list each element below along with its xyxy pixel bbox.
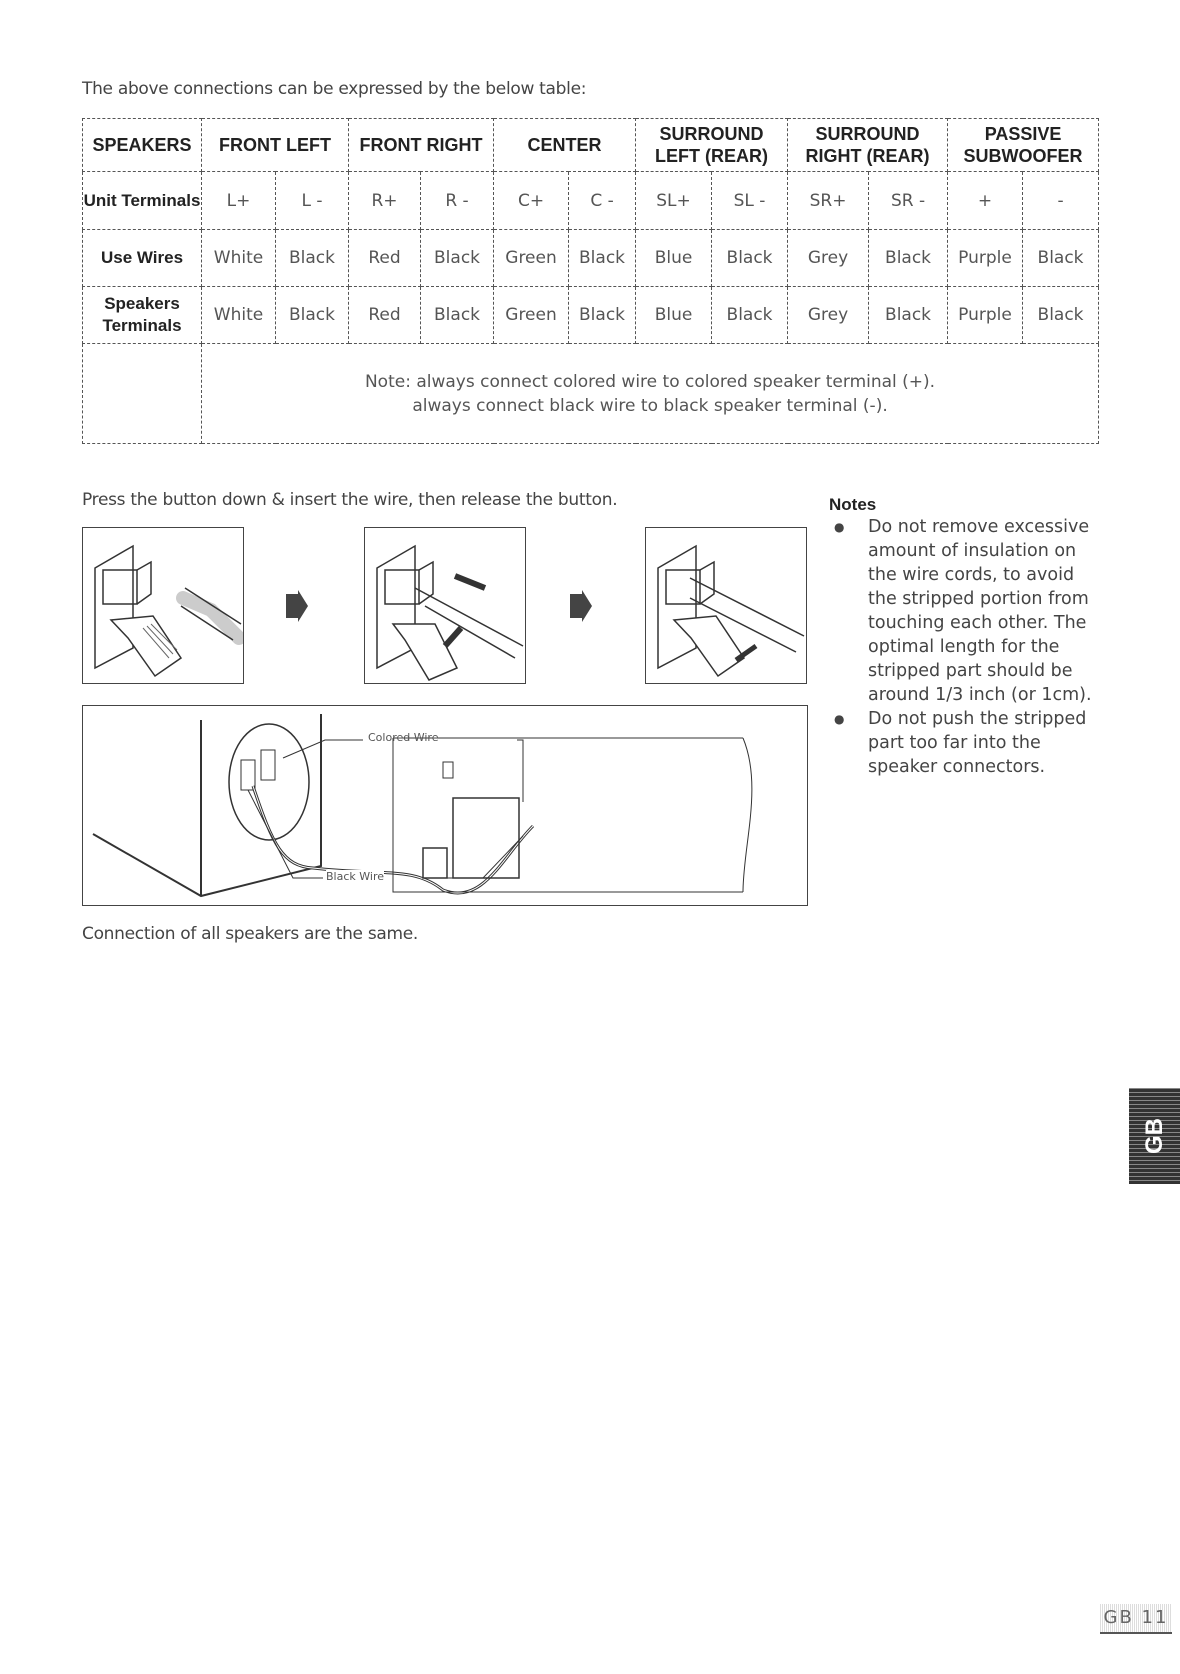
table-cell: Green	[494, 287, 569, 344]
table-row	[83, 230, 1099, 287]
arrow-right-icon	[286, 590, 308, 626]
header-surround-right: SURROUND RIGHT (REAR)	[788, 119, 948, 172]
table-cell: Grey	[788, 230, 869, 287]
table-cell: +	[948, 172, 1023, 230]
table-cell: White	[202, 287, 276, 344]
table-cell: Black	[276, 287, 349, 344]
speaker-unit-wiring-illustration	[83, 706, 807, 905]
terminal-icon	[83, 528, 243, 683]
wiring-diagram	[82, 705, 808, 906]
table-cell: Grey	[788, 287, 869, 344]
language-tab	[1129, 1088, 1180, 1184]
connection-note: Connection of all speakers are the same.	[82, 924, 419, 944]
table-row	[83, 172, 1099, 230]
header-speakers: SPEAKERS	[83, 119, 202, 172]
table-cell: SL -	[712, 172, 788, 230]
step-3-illustration	[645, 527, 807, 684]
arrow-right-icon	[570, 590, 592, 626]
table-cell: R+	[349, 172, 421, 230]
table-cell: SR+	[788, 172, 869, 230]
step-1-illustration	[82, 527, 244, 684]
instruction-text: Press the button down & insert the wire, then release the button.	[82, 490, 618, 510]
bullet-icon: ●	[834, 520, 845, 534]
table-cell: SR -	[869, 172, 948, 230]
table-cell: -	[1023, 172, 1099, 230]
bullet-icon: ●	[834, 712, 845, 726]
table-cell: Black	[1023, 230, 1099, 287]
table-cell: Purple	[948, 230, 1023, 287]
row-label: Unit Terminals	[83, 172, 202, 230]
table-cell: R -	[421, 172, 494, 230]
table-cell: SL+	[636, 172, 712, 230]
table-cell: Red	[349, 287, 421, 344]
table-cell: Black	[276, 230, 349, 287]
note-text: Do not push the stripped part too far into the speaker connectors.	[868, 709, 1087, 777]
header-front-left: FRONT LEFT	[202, 119, 349, 172]
black-wire-label: Black Wire	[326, 870, 384, 883]
language-tab-label: GB	[1140, 1118, 1168, 1154]
table-cell: L+	[202, 172, 276, 230]
table-cell: Black	[569, 287, 636, 344]
row-label: Use Wires	[83, 230, 202, 287]
header-center: CENTER	[494, 119, 636, 172]
notes-section	[829, 495, 1099, 779]
table-cell: Black	[712, 230, 788, 287]
intro-text: The above connections can be expressed by the below table:	[82, 79, 587, 99]
table-cell: Black	[1023, 287, 1099, 344]
table-row	[83, 287, 1099, 344]
header-surround-left: SURROUND LEFT (REAR)	[636, 119, 788, 172]
table-cell: Black	[869, 287, 948, 344]
table-cell: Purple	[948, 287, 1023, 344]
note-item	[829, 707, 1099, 779]
notes-title: Notes	[829, 495, 877, 514]
terminal-insert-icon	[365, 528, 525, 683]
note-item	[829, 515, 1099, 707]
terminal-locked-icon	[646, 528, 806, 683]
empty-cell	[83, 344, 202, 444]
table-cell: Black	[569, 230, 636, 287]
table-cell: Green	[494, 230, 569, 287]
colored-wire-label: Colored Wire	[368, 731, 439, 744]
table-cell: White	[202, 230, 276, 287]
table-cell: C+	[494, 172, 569, 230]
table-cell: L -	[276, 172, 349, 230]
page-number: GB 11	[1100, 1604, 1172, 1634]
header-passive-subwoofer: PASSIVE SUBWOOFER	[948, 119, 1099, 172]
table-cell: C -	[569, 172, 636, 230]
table-cell: Black	[421, 287, 494, 344]
table-cell: Black	[421, 230, 494, 287]
connection-table	[82, 118, 1099, 444]
table-cell: Blue	[636, 230, 712, 287]
header-front-right: FRONT RIGHT	[349, 119, 494, 172]
table-note-row	[83, 344, 1099, 444]
table-cell: Red	[349, 230, 421, 287]
note-line-2: always connect black wire to black speaker terminal (-).	[412, 395, 888, 416]
table-cell: Blue	[636, 287, 712, 344]
step-2-illustration	[364, 527, 526, 684]
table-header-row	[83, 119, 1099, 172]
row-label: Speakers Terminals	[83, 287, 202, 344]
note-line-1: Note: always connect colored wire to colored speaker terminal (+).	[364, 371, 936, 392]
table-cell: Black	[869, 230, 948, 287]
note-text: Do not remove excessive amount of insulation on the wire cords, to avoid the stripped portion from touching each other. The optimal length for the stripped part should be around 1/3 inch (or 1cm).	[868, 517, 1092, 705]
table-note	[202, 344, 1099, 444]
table-cell: Black	[712, 287, 788, 344]
